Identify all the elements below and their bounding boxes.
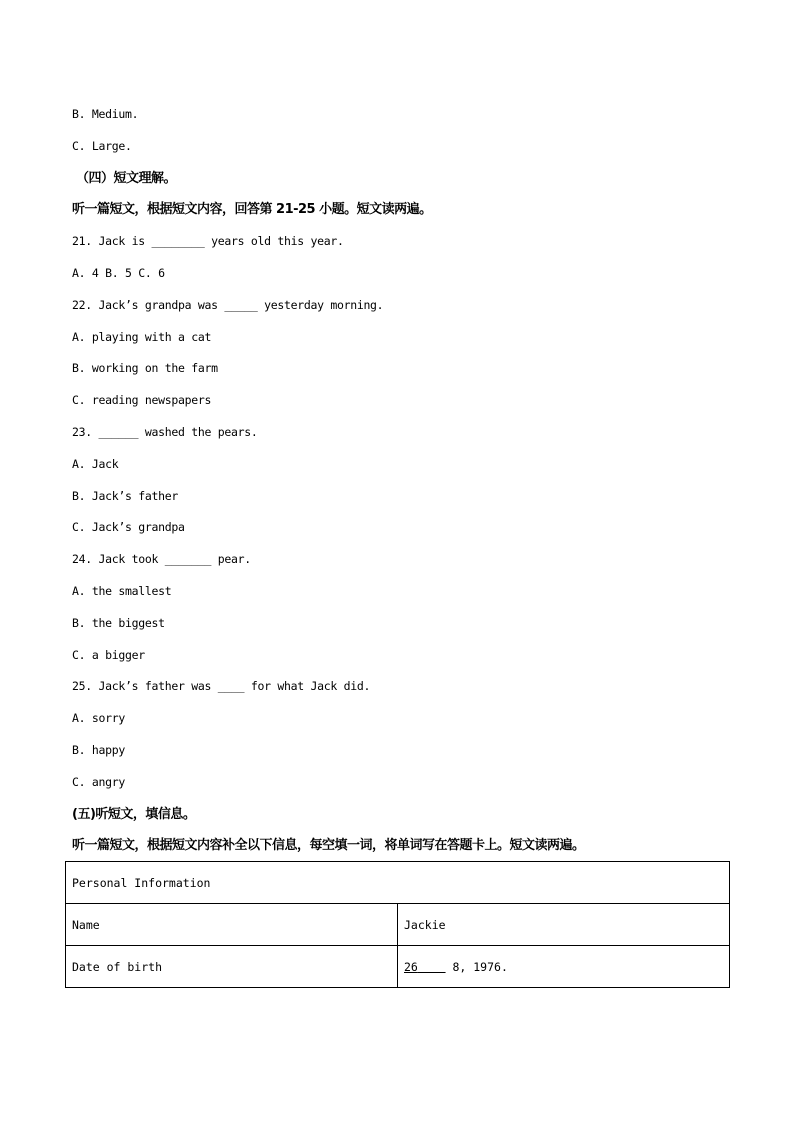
personal-info-table [65, 861, 730, 988]
text-line: 25. Jack’s father was ____ for what Jack did. [72, 679, 371, 694]
text-line: B. the biggest [72, 615, 165, 630]
text-line: C. angry [72, 774, 125, 789]
table-row [66, 946, 730, 988]
table-header: Personal Information [66, 862, 730, 904]
table-header-row [66, 862, 730, 904]
table-cell-value [398, 946, 730, 988]
table-cell-label: Date of birth [66, 946, 398, 988]
answer-blank [418, 960, 446, 974]
section-heading: (五)听短文，填信息。 [72, 806, 196, 822]
text-line: B. Medium. [72, 107, 139, 121]
text-line: A. playing with a cat [72, 329, 212, 344]
table-row [66, 904, 730, 946]
section-heading: （四）短文理解。 [76, 170, 177, 186]
table-cell-value: Jackie [398, 904, 730, 946]
section-heading: 听一篇短文，根据短文内容，回答第 21-25 小题。短文读两遍。 [72, 202, 432, 218]
text-line: 24. Jack took _______ pear. [72, 552, 251, 567]
text-line: A. the smallest [72, 583, 172, 598]
document-body [72, 99, 732, 862]
text-line: B. happy [72, 742, 125, 757]
section-heading: 听一篇短文，根据短文内容补全以下信息，每空填一词，将单词写在答题卡上。短文读两遍。 [72, 838, 585, 854]
table-cell-label: Name [66, 904, 398, 946]
text-line: C. Large. [72, 138, 132, 153]
text-line: 23. ______ washed the pears. [72, 424, 258, 439]
text-line: C. Jack’s grandpa [72, 520, 185, 535]
text-line: A. sorry [72, 711, 125, 726]
text-line: A. 4 B. 5 C. 6 [72, 265, 165, 280]
text-line: B. Jack’s father [72, 488, 178, 503]
text-line: C. reading newspapers [72, 393, 212, 408]
filled-answer [404, 960, 446, 974]
text-line: 21. Jack is ________ years old this year. [72, 234, 344, 249]
answer-text: 26 [404, 959, 418, 974]
text-line: C. a bigger [72, 647, 145, 662]
date-rest: 8, 1976. [445, 959, 508, 974]
text-line: 22. Jack’s grandpa was _____ yesterday morning. [72, 297, 384, 312]
text-line: B. working on the farm [72, 361, 218, 376]
text-line: A. Jack [72, 456, 119, 471]
